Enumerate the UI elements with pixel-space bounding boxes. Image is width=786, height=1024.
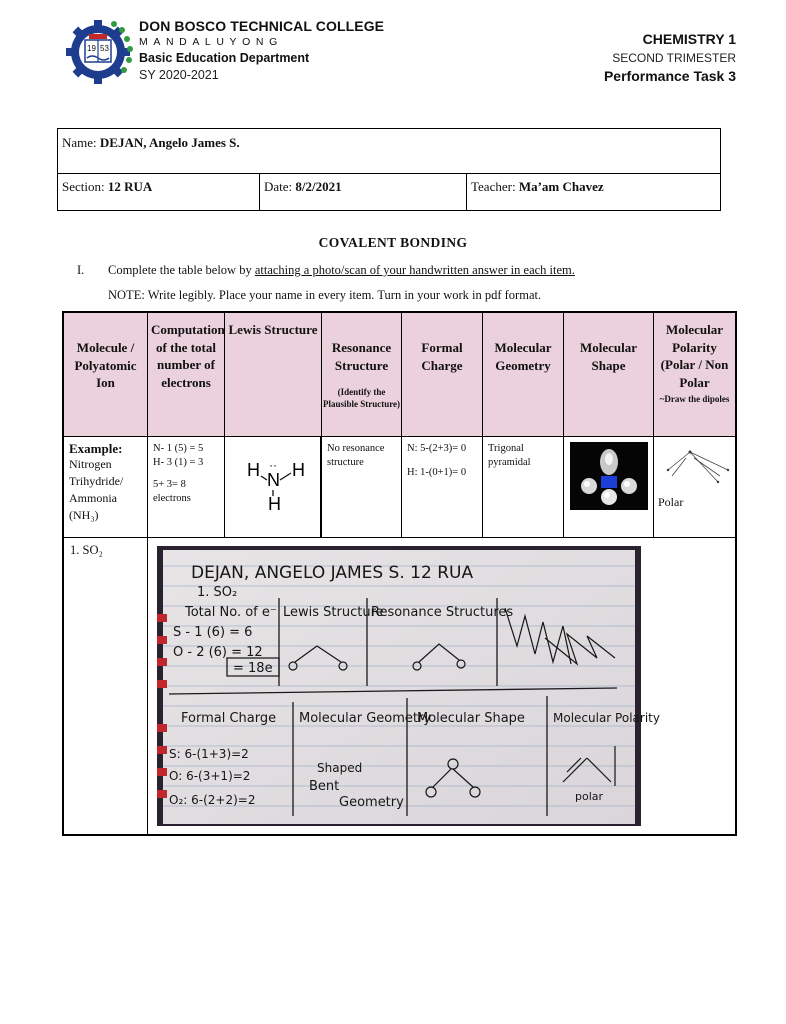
section-value: 12 RUA <box>107 179 153 194</box>
example-lewis-cell <box>225 436 322 537</box>
example-polarity-cell <box>654 436 735 537</box>
school-city: MANDALUYONG <box>139 36 283 48</box>
instruction-text: Complete the table below by <box>108 263 255 277</box>
header-polarity <box>654 313 735 436</box>
example-formal-charge-cell <box>402 436 483 537</box>
row-molecule-label: 1. SO₂ <box>64 537 148 834</box>
photo-total: Total No. of e⁻ <box>185 605 277 620</box>
photo-fc-o: O: 6-(3+1)=2 <box>169 769 251 783</box>
example-calc-total: 5+ 3= 8 electrons <box>153 479 191 504</box>
header-molecule: Molecule / Polyatomic Ion <box>64 313 148 436</box>
header-formal-charge: Formal Charge <box>402 313 483 436</box>
photo-lewis: Lewis Structure <box>283 605 384 620</box>
task-label: Performance Task 3 <box>603 68 736 84</box>
example-label: Example: <box>69 441 123 456</box>
instruction-number: I. <box>77 263 85 277</box>
date-label: Date: <box>264 179 296 194</box>
photo-bent-2: Bent <box>309 779 340 794</box>
example-molecule: Nitrogen Trihydride/ Ammonia (NH₃) <box>69 457 124 522</box>
photo-bent-3: Geometry <box>339 795 404 810</box>
photo-s-calc: S - 1 (6) = 6 <box>173 625 253 640</box>
school-year: SY 2020-2021 <box>139 68 219 82</box>
date-cell <box>260 173 467 210</box>
name-label: Name: <box>62 135 100 150</box>
school-block <box>139 18 384 82</box>
photo-line2: 1. SO₂ <box>197 585 238 600</box>
header-shape: Molecular Shape <box>564 313 654 436</box>
example-calc-n: N- 1 (5) = 5 <box>153 443 204 454</box>
table-header <box>64 313 735 437</box>
ammonia-dipole-sketch <box>658 440 736 492</box>
photo-polarity: Molecular Polarity <box>553 711 660 725</box>
so2-worksheet-photo <box>157 546 660 826</box>
photo-geometry: Molecular Geometry <box>299 711 432 726</box>
ammonia-lewis-structure <box>230 442 316 520</box>
name-row <box>58 129 720 174</box>
example-polarity: Polar <box>658 495 684 509</box>
photo-bent-1: Shaped <box>317 761 363 775</box>
subject-title: CHEMISTRY 1 <box>642 31 736 47</box>
header-polarity-note: ~Draw the dipoles <box>659 394 730 404</box>
teacher-label: Teacher: <box>471 179 519 194</box>
header-resonance <box>322 313 402 436</box>
example-shape-cell <box>564 436 654 537</box>
lewis-n: N <box>267 470 280 490</box>
photo-sum: = 18e <box>233 661 273 676</box>
header-lewis: Lewis Structure <box>225 313 322 436</box>
page-title: COVALENT BONDING <box>318 235 468 250</box>
example-calc-h: H- 3 (1) = 3 <box>153 457 204 468</box>
lewis-h-bottom: H <box>268 494 281 514</box>
example-row <box>64 436 735 538</box>
photo-resonance: Resonance Structures <box>371 605 514 620</box>
photo-polar: polar <box>575 790 604 803</box>
lewis-h-right: H <box>292 460 305 480</box>
term-label: SECOND TRIMESTER <box>612 51 736 65</box>
student-info-table <box>57 128 721 211</box>
example-computation-cell <box>148 436 225 537</box>
photo-line1: DEJAN, ANGELO JAMES S. 12 RUA <box>191 563 474 583</box>
section-label: Section: <box>62 179 108 194</box>
photo-shape: Molecular Shape <box>417 711 525 726</box>
example-fc-n: N: 5-(2+3)= 0 <box>407 443 467 454</box>
date-value: 8/2/2021 <box>295 179 342 194</box>
name-cell <box>58 129 720 173</box>
ammonia-3d-model-image <box>570 442 648 510</box>
header-computation: Computation of the total number of electrons <box>148 313 225 436</box>
example-fc-h: H: 1-(0+1)= 0 <box>407 467 467 478</box>
table-row <box>64 537 735 834</box>
name-value: DEJAN, Angelo James S. <box>99 135 240 150</box>
instruction-underlined: attaching a photo/scan of your handwritten answer in each item. <box>254 263 575 277</box>
header-polarity-title: Molecular Polarity (Polar / Non Polar <box>660 322 729 390</box>
logo-year-left: 19 <box>87 44 96 53</box>
photo-o-calc: O - 2 (6) = 12 <box>173 645 263 660</box>
bonding-table <box>62 311 737 836</box>
photo-fc-o2: O₂: 6-(2+2)=2 <box>169 793 256 807</box>
handwritten-answer-photo <box>157 546 660 826</box>
instruction-note: NOTE: Write legibly. Place your name in every item. Turn in your work in pdf format. <box>108 288 542 302</box>
teacher-value: Ma’am Chavez <box>518 179 604 194</box>
course-block <box>604 31 736 84</box>
school-logo <box>64 18 132 86</box>
lewis-lone-pair: ·· <box>269 458 277 472</box>
department: Basic Education Department <box>139 51 310 65</box>
lewis-h-left: H <box>247 460 260 480</box>
header-resonance-title: Resonance Structure <box>331 340 392 373</box>
section-cell <box>58 173 260 210</box>
logo-year-right: 53 <box>100 44 109 53</box>
photo-fc-s: S: 6-(1+3)=2 <box>169 747 249 761</box>
school-name: DON BOSCO TECHNICAL COLLEGE <box>139 18 385 34</box>
example-geometry: Trigonal pyramidal <box>483 436 564 537</box>
instruction <box>77 263 575 278</box>
photo-formal: Formal Charge <box>181 711 277 726</box>
details-row <box>58 173 720 210</box>
example-resonance: No resonance structure <box>322 436 402 537</box>
header-geometry: Molecular Geometry <box>483 313 564 436</box>
teacher-cell <box>467 173 720 210</box>
example-molecule-cell <box>64 436 148 537</box>
header-resonance-note: (Identify the Plausible Structure) <box>322 387 401 409</box>
